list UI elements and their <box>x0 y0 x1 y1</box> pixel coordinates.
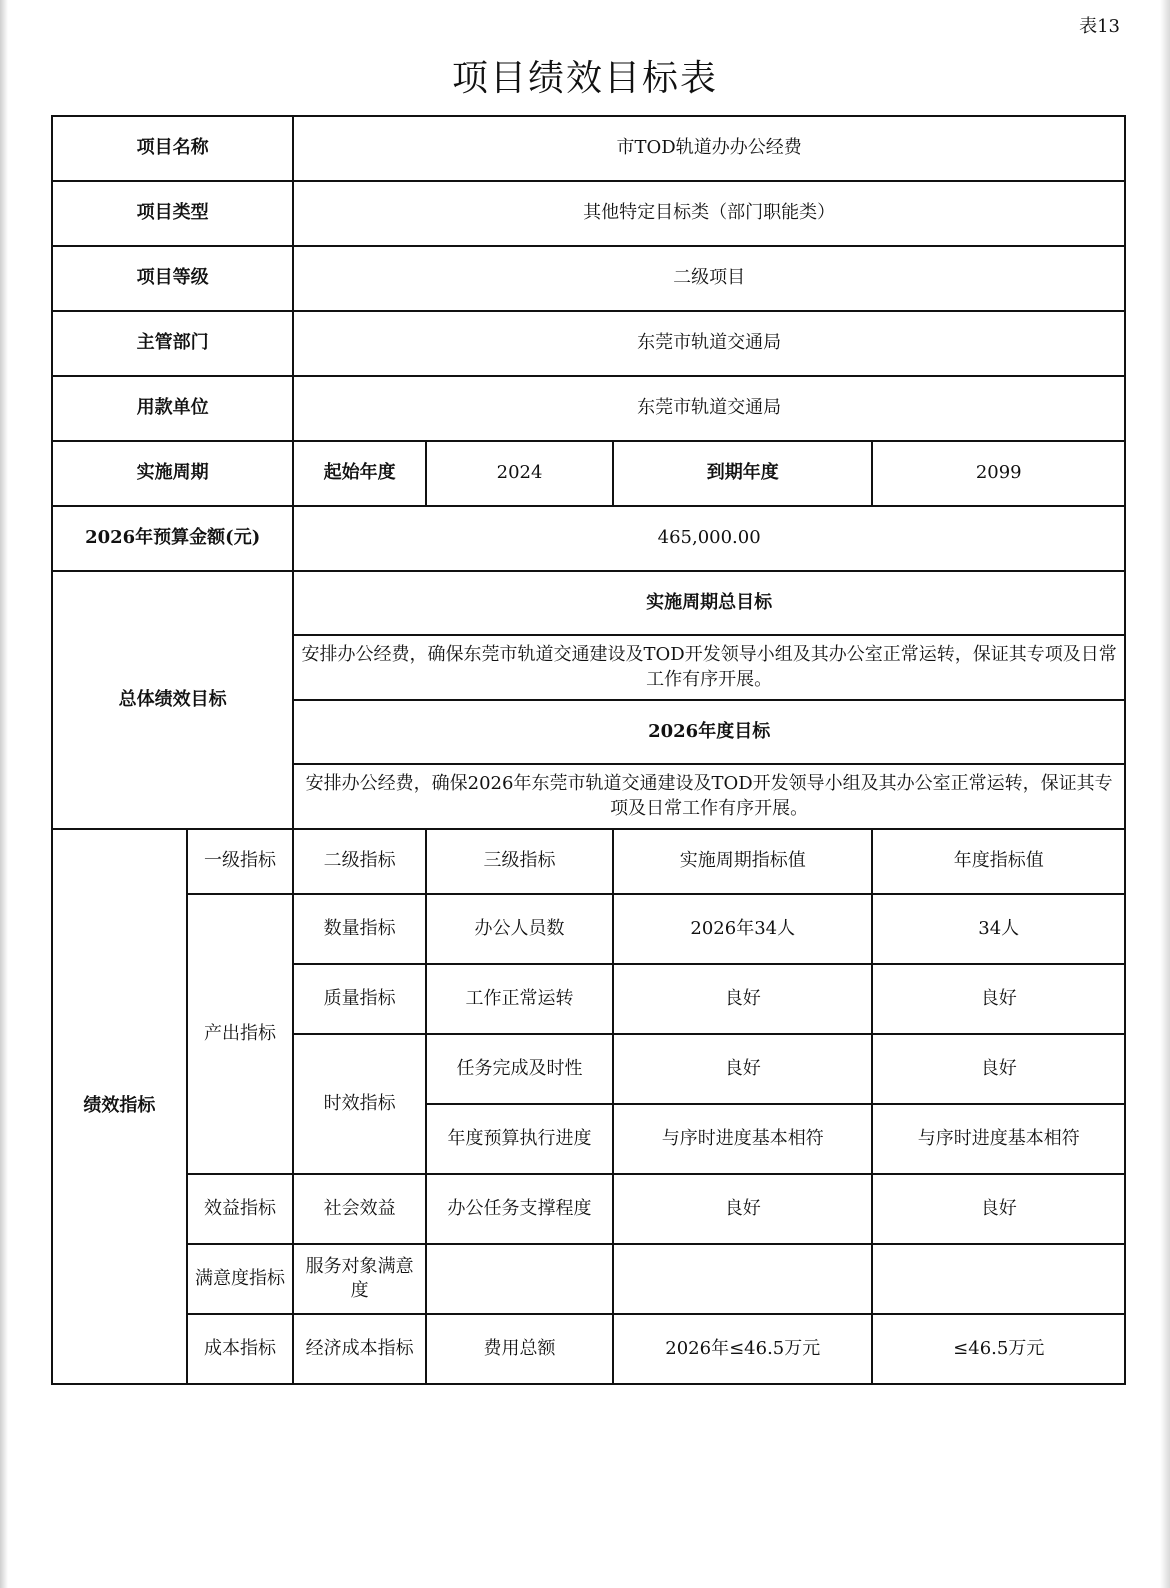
satisfaction-level2: 服务对象满意度 <box>293 1244 426 1314</box>
period-goal-title: 实施周期总目标 <box>293 571 1125 635</box>
table-row <box>52 116 1125 181</box>
performance-table <box>51 115 1126 1385</box>
row-level3: 年度预算执行进度 <box>426 1104 613 1174</box>
dept-label: 主管部门 <box>52 311 293 376</box>
page-title: 项目绩效目标表 <box>451 58 718 99</box>
header-level3: 三级指标 <box>426 829 613 894</box>
header-level2: 二级指标 <box>293 829 426 894</box>
table-row <box>52 894 1125 964</box>
start-year-value: 2024 <box>426 441 613 506</box>
table-row <box>52 571 1125 635</box>
header-year-value: 年度指标值 <box>872 829 1125 894</box>
benefit-level3: 办公任务支撑程度 <box>426 1174 613 1244</box>
benefit-level1: 效益指标 <box>187 1174 294 1244</box>
table-row <box>52 1244 1125 1314</box>
cost-year-value: ≤46.5万元 <box>872 1314 1125 1384</box>
table-number: 表13 <box>1079 16 1120 37</box>
cost-level2: 经济成本指标 <box>293 1314 426 1384</box>
unit-label: 用款单位 <box>52 376 293 441</box>
project-type-label: 项目类型 <box>52 181 293 246</box>
project-type-value: 其他特定目标类（部门职能类） <box>293 181 1125 246</box>
unit-value: 东莞市轨道交通局 <box>293 376 1125 441</box>
year-goal-title: 2026年度目标 <box>293 700 1125 764</box>
output-indicator-label: 产出指标 <box>187 894 294 1174</box>
satisfaction-period-value <box>613 1244 872 1314</box>
satisfaction-level1: 满意度指标 <box>187 1244 294 1314</box>
period-label: 实施周期 <box>52 441 293 506</box>
period-goal-text: 安排办公经费，确保东莞市轨道交通建设及TOD开发领导小组及其办公室正常运转，保证其专项及日常工作有序开展。 <box>293 635 1125 700</box>
benefit-level2: 社会效益 <box>293 1174 426 1244</box>
budget-label: 2026年预算金额(元) <box>52 506 293 571</box>
row-level2: 时效指标 <box>293 1034 426 1174</box>
project-name-value: 市TOD轨道办办公经费 <box>293 116 1125 181</box>
start-year-label: 起始年度 <box>293 441 426 506</box>
table-row <box>52 246 1125 311</box>
indicators-label: 绩效指标 <box>52 829 187 1384</box>
page-edge-left <box>0 0 8 1588</box>
row-year-value: 34人 <box>872 894 1125 964</box>
header-period-value: 实施周期指标值 <box>613 829 872 894</box>
row-level2: 质量指标 <box>293 964 426 1034</box>
project-name-label: 项目名称 <box>52 116 293 181</box>
row-level3: 任务完成及时性 <box>426 1034 613 1104</box>
end-year-value: 2099 <box>872 441 1125 506</box>
cost-level1: 成本指标 <box>187 1314 294 1384</box>
dept-value: 东莞市轨道交通局 <box>293 311 1125 376</box>
row-year-value: 与序时进度基本相符 <box>872 1104 1125 1174</box>
end-year-label: 到期年度 <box>613 441 872 506</box>
row-level3: 办公人员数 <box>426 894 613 964</box>
row-period-value: 2026年34人 <box>613 894 872 964</box>
table-row <box>52 441 1125 506</box>
benefit-year-value: 良好 <box>872 1174 1125 1244</box>
year-goal-text: 安排办公经费，确保2026年东莞市轨道交通建设及TOD开发领导小组及其办公室正常运转，保证其专项及日常工作有序开展。 <box>293 764 1125 829</box>
row-year-value: 良好 <box>872 1034 1125 1104</box>
row-period-value: 良好 <box>613 1034 872 1104</box>
cost-level3: 费用总额 <box>426 1314 613 1384</box>
table-row <box>52 829 1125 894</box>
page-edge-right <box>1160 0 1170 1588</box>
table-row <box>52 1174 1125 1244</box>
table-row <box>52 181 1125 246</box>
budget-value: 465,000.00 <box>293 506 1125 571</box>
table-row <box>52 311 1125 376</box>
benefit-period-value: 良好 <box>613 1174 872 1244</box>
row-year-value: 良好 <box>872 964 1125 1034</box>
project-level-value: 二级项目 <box>293 246 1125 311</box>
header-level1: 一级指标 <box>187 829 294 894</box>
table-row <box>52 1314 1125 1384</box>
row-period-value: 良好 <box>613 964 872 1034</box>
row-level3: 工作正常运转 <box>426 964 613 1034</box>
cost-period-value: 2026年≤46.5万元 <box>613 1314 872 1384</box>
row-level2: 数量指标 <box>293 894 426 964</box>
overall-goal-label: 总体绩效目标 <box>52 571 293 829</box>
row-period-value: 与序时进度基本相符 <box>613 1104 872 1174</box>
table-row <box>52 506 1125 571</box>
satisfaction-level3 <box>426 1244 613 1314</box>
table-row <box>52 376 1125 441</box>
satisfaction-year-value <box>872 1244 1125 1314</box>
project-level-label: 项目等级 <box>52 246 293 311</box>
